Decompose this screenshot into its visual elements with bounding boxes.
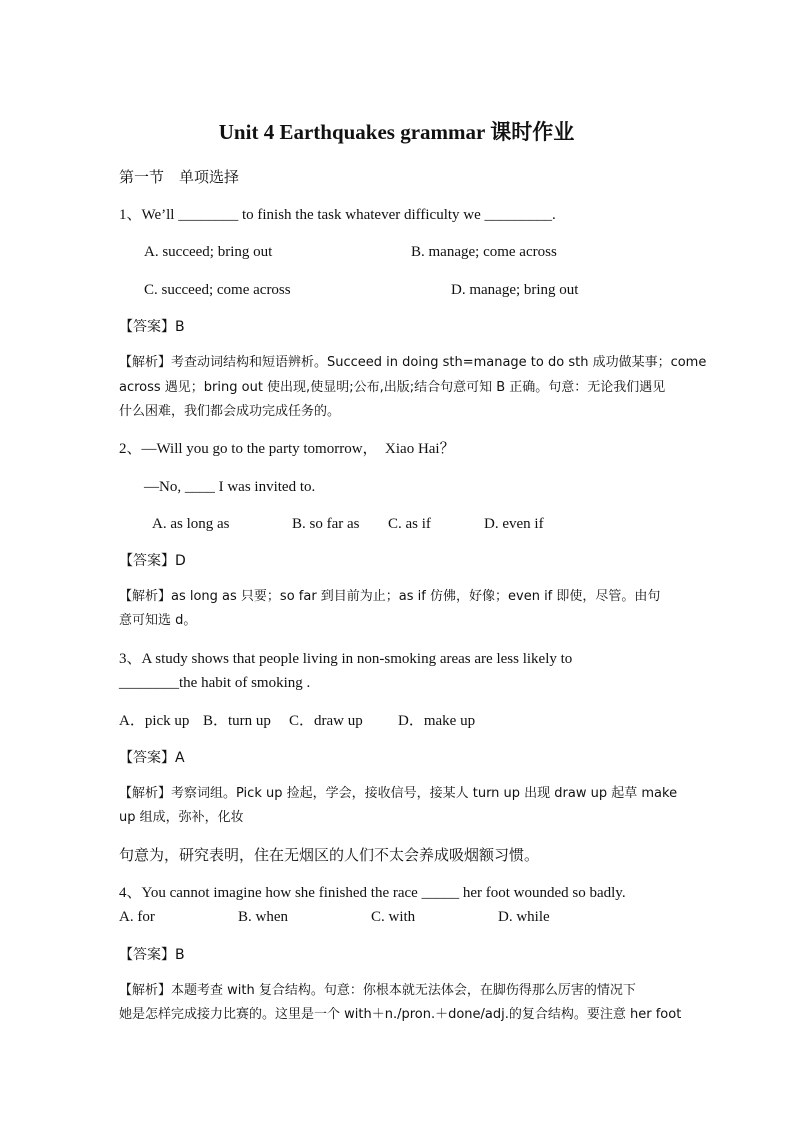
question-3-answer: 【答案】A	[119, 750, 185, 766]
question-1-stem: 1、We’ll ________ to finish the task whatever difficulty we _________.	[119, 207, 556, 223]
question-2-option-c: C. as if	[388, 516, 431, 532]
section-heading: 第一节 单项选择	[119, 168, 240, 186]
question-4-option-b: B. when	[238, 909, 288, 925]
question-3-stem-line-1: 3、A study shows that people living in non-smoking areas are less likely to	[119, 651, 573, 667]
question-4-option-d: D. while	[498, 909, 550, 925]
question-4-option-c: C. with	[371, 909, 416, 925]
question-4-explanation-line-2: 她是怎样完成接力比赛的。这里是一个 with＋n./pron.＋done/adj.的复合结构。要注意 her foot	[119, 1007, 682, 1022]
question-3-explanation-line-1: 【解析】考察词组。Pick up 捡起，学会，接收信号，接某人 turn up 出现 draw up 起草 make	[119, 786, 678, 801]
page-title: Unit 4 Earthquakes grammar 课时作业	[218, 120, 575, 144]
question-1-explanation-line-3: 什么困难，我们都会成功完成任务的。	[119, 404, 341, 419]
question-1-answer: 【答案】B	[119, 319, 185, 335]
question-3-option-c: C．draw up	[289, 713, 363, 729]
question-4-answer: 【答案】B	[119, 947, 185, 963]
question-3-translation: 句意为，研究表明，住在无烟区的人们不太会养成吸烟额习惯。	[119, 846, 540, 864]
question-1-option-a: A. succeed; bring out	[144, 244, 273, 260]
question-1-option-b: B. manage; come across	[411, 244, 557, 260]
question-1-explanation-line-1: 【解析】考查动词结构和短语辨析。Succeed in doing sth=manage to do sth 成功做某事；come	[119, 355, 707, 370]
question-1-explanation-line-2: across 遇见；bring out 使出现,使显明;公布,出版;结合句意可知 B 正确。句意：无论我们遇见	[119, 380, 666, 395]
question-3-explanation-line-2: up 组成，弥补，化妆	[119, 810, 244, 825]
question-3-option-b: B．turn up	[203, 713, 271, 729]
question-4-option-a: A. for	[119, 909, 155, 925]
question-2-stem: 2、—Will you go to the party tomorrow， Xiao Hai？	[119, 441, 455, 457]
question-3-option-a: A．pick up	[119, 713, 190, 729]
question-2-reply: —No, ____ I was invited to.	[144, 479, 316, 495]
question-2-explanation-line-2: 意可知选 d。	[119, 613, 197, 628]
question-4-stem: 4、You cannot imagine how she finished the race _____ her foot wounded so badly.	[119, 885, 626, 901]
question-2-answer: 【答案】D	[119, 553, 186, 569]
question-1-option-d: D. manage; bring out	[451, 282, 579, 298]
question-2-explanation-line-1: 【解析】as long as 只要；so far 到目前为止；as if 仿佛，好像；even if 即使，尽管。由句	[119, 589, 661, 604]
question-2-option-d: D. even if	[484, 516, 544, 532]
question-2-option-b: B. so far as	[292, 516, 360, 532]
question-3-option-d: D．make up	[398, 713, 476, 729]
question-3-stem-line-2: ________the habit of smoking .	[119, 675, 311, 691]
question-4-explanation-line-1: 【解析】本题考查 with 复合结构。句意：你根本就无法体会，在脚伤得那么厉害的情况下	[119, 983, 636, 998]
question-1-option-c: C. succeed; come across	[144, 282, 291, 298]
question-2-option-a: A. as long as	[152, 516, 230, 532]
